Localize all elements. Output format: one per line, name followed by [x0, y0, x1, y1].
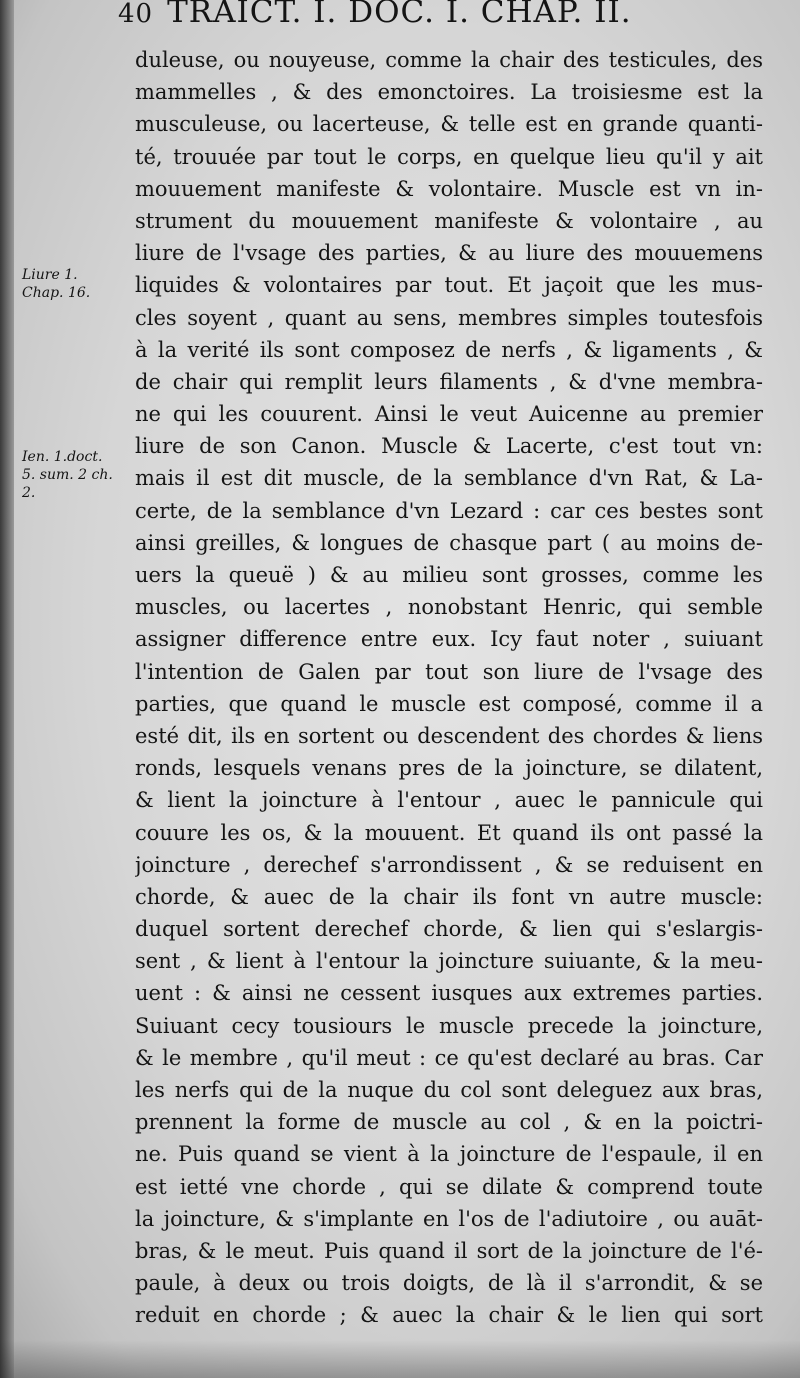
- text-line: assigner difference entre eux. Icy faut noter , suiuant: [135, 627, 763, 652]
- text-line: mammelles , & des emonctoires. La troisiesme est la: [135, 80, 763, 105]
- body-text: [135, 44, 763, 1332]
- text-line: & lient la joincture à l'entour , auec le pannicule qui: [135, 788, 763, 813]
- text-line: mouuement manifeste & volontaire. Muscle est vn in-: [135, 176, 763, 201]
- page-bottom-shadow: [0, 1340, 800, 1378]
- text-line: ne. Puis quand se vient à la joincture de l'espaule, il en: [135, 1142, 763, 1167]
- text-line: la joincture, & s'implante en l'os de l'adiutoire , ou auāt-: [135, 1206, 763, 1231]
- text-line: duquel sortent derechef chorde, & lien qui s'eslargis-: [135, 917, 763, 942]
- page-gutter-shadow: [0, 0, 14, 1378]
- text-line: reduit en chorde ; & auec la chair & le lien qui sort: [135, 1303, 763, 1328]
- text-line: esté dit, ils en sortent ou descendent des chordes & liens: [135, 723, 763, 748]
- page-number: 40: [118, 0, 154, 29]
- text-line: mais il est dit muscle, de la semblance d'vn Rat, & La-: [135, 466, 763, 491]
- text-line: & le membre , qu'il meut : ce qu'est declaré au bras. Car: [135, 1045, 763, 1070]
- text-line: Suiuant cecy tousiours le muscle precede la joincture,: [135, 1013, 763, 1038]
- text-line: uers la queuë ) & au milieu sont grosses, comme les: [135, 563, 763, 587]
- text-line: l'intention de Galen par tout son liure de l'vsage des: [135, 659, 763, 684]
- margin-note-line: Ien. 1.doct.: [22, 449, 103, 465]
- margin-note-1: [22, 266, 90, 302]
- text-line: de chair qui remplit leurs filaments , & d'vne membra-: [135, 369, 763, 394]
- margin-note-line: 2.: [22, 485, 36, 501]
- text-line: ne qui les couurent. Ainsi le veut Auicenne au premier: [135, 402, 763, 427]
- text-line: joincture , derechef s'arrondissent , & se reduisent en: [135, 852, 763, 877]
- text-line: ronds, lesquels venans pres de la joincture, se dilatent,: [135, 756, 763, 781]
- text-line: paule, à deux ou trois doigts, de là il s'arrondit, & se: [135, 1271, 763, 1296]
- text-line: liquides & volontaires par tout. Et jaçoit que les mus-: [135, 273, 763, 298]
- running-header: [118, 0, 798, 34]
- text-line: ainsi greilles, & longues de chasque part ( au moins de-: [135, 530, 763, 555]
- text-line: couure les os, & la mouuent. Et quand ils ont passé la: [135, 820, 763, 845]
- text-line: duleuse, ou nouyeuse, comme la chair des testicules, des: [135, 48, 763, 72]
- text-line: est ietté vne chorde , qui se dilate & comprend toute: [135, 1174, 763, 1199]
- text-line: prennent la forme de muscle au col , & en la poictri-: [135, 1110, 763, 1135]
- text-line: certe, de la semblance d'vn Lezard : car ces bestes sont: [135, 498, 763, 523]
- text-line: chorde, & auec de la chair ils font vn autre muscle:: [135, 884, 763, 909]
- text-line: té, trouuée par tout le corps, en quelque lieu qu'il y ait: [135, 144, 763, 169]
- text-line: à la verité ils sont composez de nerfs , & ligaments , &: [135, 337, 763, 362]
- margin-note-line: Liure 1.: [22, 267, 78, 283]
- text-line: sent , & lient à l'entour la joincture suiuante, & la meu-: [135, 949, 763, 974]
- text-line: liure de l'vsage des parties, & au liure des mouuemens: [135, 241, 763, 266]
- text-line: bras, & le meut. Puis quand il sort de la joincture de l'é-: [135, 1238, 763, 1263]
- text-line: musculeuse, ou lacerteuse, & telle est en grande quanti-: [135, 112, 763, 137]
- margin-note-line: 5. sum. 2 ch.: [22, 467, 113, 483]
- margin-note-2: [22, 448, 113, 502]
- running-title: TRAICT. I. DOC. I. CHAP. II.: [167, 0, 632, 30]
- text-line: liure de son Canon. Muscle & Lacerte, c'est tout vn:: [135, 434, 763, 459]
- text-line: uent : & ainsi ne cessent iusques aux extremes parties.: [135, 981, 763, 1006]
- text-line: cles soyent , quant au sens, membres simples toutesfois: [135, 305, 763, 330]
- text-line: les nerfs qui de la nuque du col sont deleguez aux bras,: [135, 1078, 763, 1102]
- margin-note-line: Chap. 16.: [22, 285, 91, 301]
- text-line: muscles, ou lacertes , nonobstant Henric, qui semble: [135, 595, 763, 620]
- text-line: strument du mouuement manifeste & volontaire , au: [135, 208, 763, 233]
- text-line: parties, que quand le muscle est composé, comme il a: [135, 691, 763, 716]
